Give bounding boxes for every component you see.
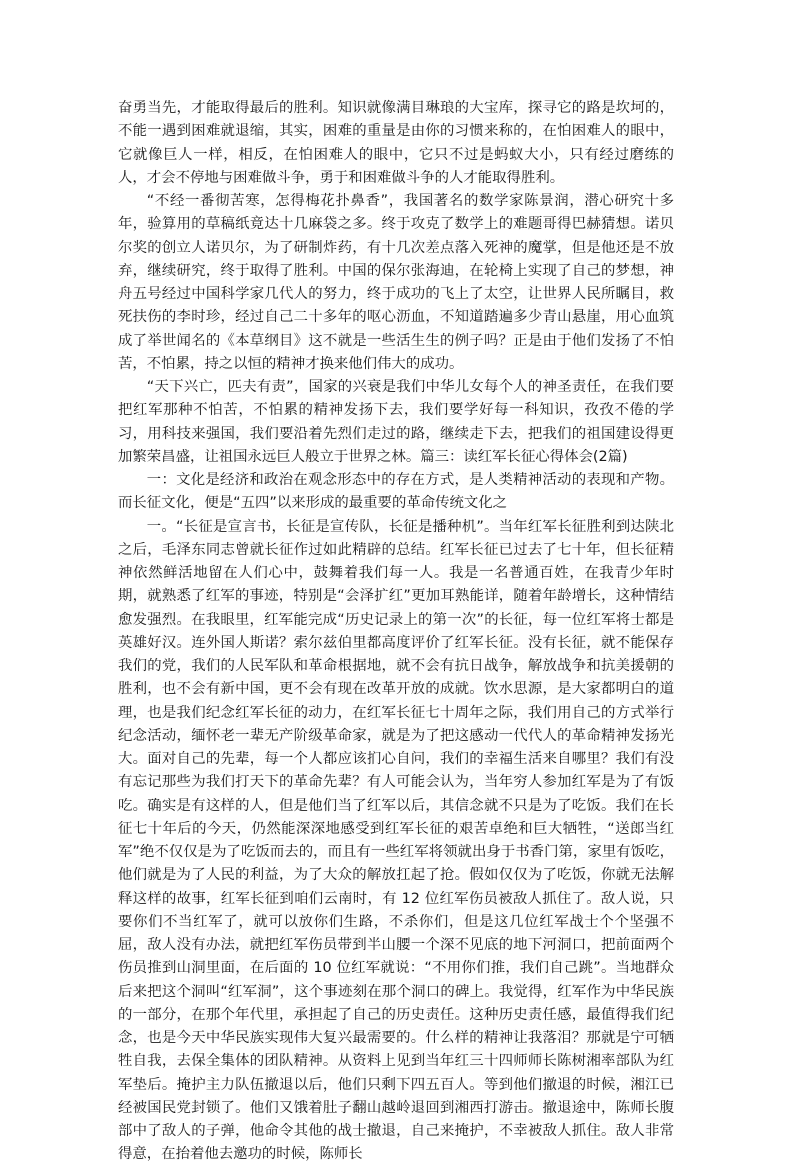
paragraph-2: “不经一番彻苦寒，怎得梅花扑鼻香”，我国著名的数学家陈景润，潜心研究十多年，验算用的草稿纸竟达十几麻袋之多。终于攻克了数学上的难题哥得巴赫猜想。诺贝尔奖的创立人诺贝尔，为了研制炸药，有十几次差点落入死神的魔掌，但是他还是不放弃，继续研究，终于取得了胜利。中国的保尔张海迪，在轮椅上实现了自己的梦想，神舟五号经过中国科学家几代人的努力，终于成功的飞上了太空，让世界人民所瞩目，救死扶伤的李时珍，经过自己二十多年的呕心沥血，不知道踏遍多少青山悬崖，用心血筑成了举世闻名的《本草纲目》这不就是一些活生生的例子吗？正是由于他们发扬了不怕苦，不怕累，持之以恒的精神才换来他们伟大的成功。 (118, 193, 674, 372)
paragraph-5: 一。“长征是宣言书，长征是宣传队，长征是播种机”。当年红军长征胜利到达陕北之后，毛泽东同志曾就长征作过如此精辟的总结。红军长征已过去了七十年，但长征精神依然鲜活地留在人们心中，鼓舞着我们每一人。我是一名普通百姓，在我青少年时期，就熟悉了红军的事迹，特别是“会泽扩红”更加耳熟能详，随着年龄增长，这种情结愈发强烈。在我眼里，红军能完成“历史记录上的第一次”的长征，每一位红军将士都是英雄好汉。连外国人斯诺？索尔兹伯里都高度评价了红军长征。没有长征，就不能保存我们的党，我们的人民军队和革命根据地，就不会有抗日战争，解放战争和抗美援朝的胜利，也不会有新中国，更不会有现在改革开放的成就。饮水思源，是大家都明白的道理，也是我们纪念红军长征的动力，在红军长征七十周年之际，我们用自己的方式举行纪念活动，缅怀老一辈无产阶级革命家，就是为了把这感动一代代人的革命精神发扬光大。面对自己的先辈，每一个人都应该扪心自问，我们的幸福生活来自哪里？我们有没有忘记那些为我们打天下的革命先辈？有人可能会认为，当年穷人参加红军是为了有饭吃。确实是有这样的人，但是他们当了红军以后，其信念就不只是为了吃饭。我们在长征七十年后的今天，仍然能深深地感受到红军长征的艰苦卓绝和巨大牺牲，“送郎当红军”绝不仅仅是为了吃饭而去的，而且有一些红军将领就出身于书香门第，家里有饭吃，他们就是为了人民的利益，为了大众的解放扛起了抢。假如仅仅为了吃饭，你就无法解释这样的故事，红军长征到咱们云南时，有 12 位红军伤员被敌人抓住了。敌人说，只要你们不当红军了，就可以放你们生路，不杀你们，但是这几位红军战士个个坚强不屈，敌人没有办法，就把红军伤员带到半山腰一个深不见底的地下河洞口，把前面两个伤员推到山洞里面，在后面的 10 位红军就说：“不用你们推，我们自己跳”。当地群众后来把这个洞叫“红军洞”，这个事迹刻在那个洞口的碑上。我觉得，红军作为中华民族的一部分，在那个年代里，承担起了自己的历史责任。这种历史责任感，最值得我们纪念，也是今天中华民族实现伟大复兴最需要的。什么样的精神让我落泪？那就是宁可牺牲自我，去保全集体的团队精神。从资料上见到当年红三十四师师长陈树湘率部队为红军垫后。掩护主力队伍撤退以后，他们只剩下四五百人。等到他们撤退的时候，湘江已经被国民党封锁了。他们又饿着肚子翻山越岭退回到湘西打游击。撤退途中，陈师长腹部中了敌人的子弹，他命令其他的战士撤退，自己来掩护，不幸被敌人抓住。敌人非常得意，在抬着他去邀功的时候，陈师长 (118, 518, 674, 1163)
paragraph-4: 一：文化是经济和政治在观念形态中的存在方式，是人类精神活动的表现和产物。而长征文化，便是“五四”以来形成的最重要的革命传统文化之 (118, 472, 674, 512)
paragraph-3: “天下兴亡，匹夫有责”，国家的兴衰是我们中华儿女每个人的神圣责任，在我们要把红军那种不怕苦，不怕累的精神发扬下去，我们要学好每一科知识，孜孜不倦的学习，用科技来强国，我们要沿着先烈们走过的路，继续走下去，把我们的祖国建设得更加繁荣昌盛，让祖国永远巨人般立于世界之林。篇三：读红军长征心得体会(2篇) (118, 379, 674, 465)
document-page (118, 97, 674, 1167)
paragraph-1: 奋勇当先，才能取得最后的胜利。知识就像满目琳琅的大宝库，探寻它的路是坎坷的，不能一遇到困难就退缩，其实，困难的重量是由你的习惯来称的，在怕困难人的眼中，它就像巨人一样，相反，在怕困难人的眼中，它只不过是蚂蚁大小，只有经过磨练的人，才会不停地与困难做斗争，勇于和困难做斗争的人才能取得胜利。 (118, 100, 674, 186)
